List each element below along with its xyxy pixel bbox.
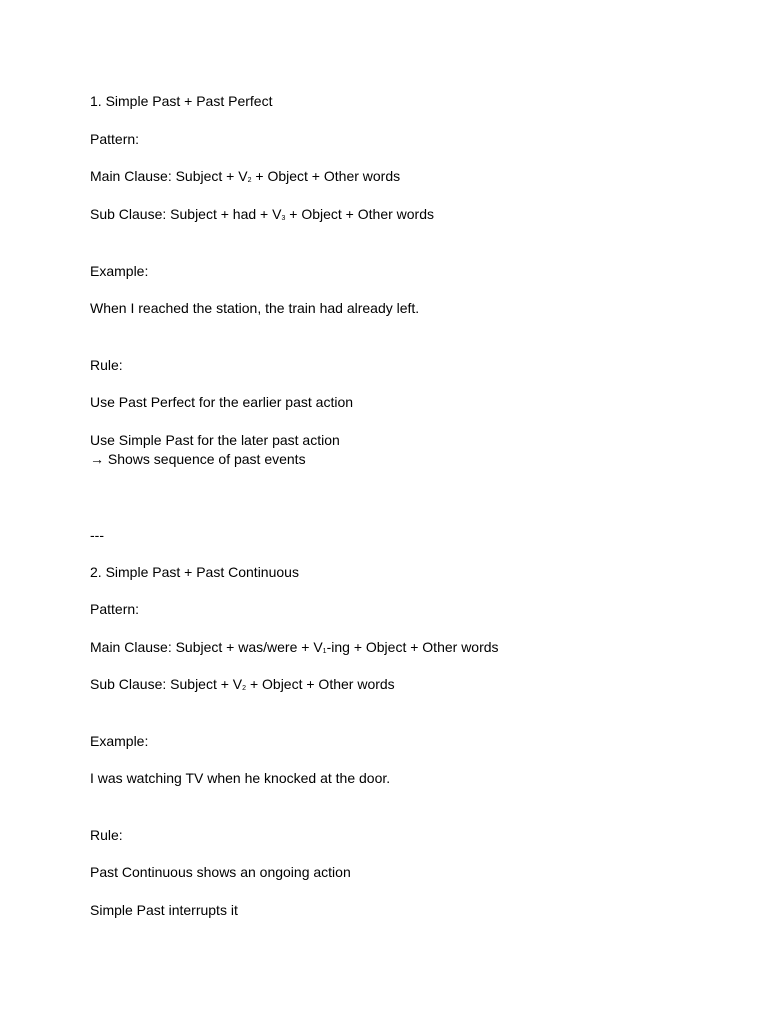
section-1-example-text: When I reached the station, the train had already left. — [90, 300, 420, 316]
section-1-rule-item: Use Past Perfect for the earlier past action — [90, 394, 354, 410]
section-2-main-clause: Main Clause: Subject + was/were + $V_1$-ing + Object + Other words — [90, 639, 499, 655]
section-2-sub-clause: Sub Clause: Subject + $V_2$ + Object + Other words — [90, 676, 395, 692]
separator: --- — [90, 527, 104, 543]
section-1-rule-label: Rule: — [90, 357, 123, 373]
section-2-rule-label: Rule: — [90, 827, 123, 843]
section-1-pattern-label: Pattern: — [90, 131, 140, 147]
section-2-pattern-label: Pattern: — [90, 601, 140, 617]
section-1-main-clause: Main Clause: Subject + $V_2$ + Object + Other words — [90, 168, 401, 184]
section-2-heading: 2. Simple Past + Past Continuous — [90, 564, 299, 580]
section-2-rule-item: Past Continuous shows an ongoing action — [90, 864, 351, 880]
section-1-rule-item: → Shows sequence of past events — [90, 451, 306, 467]
section-1-example-label: Example: — [90, 263, 149, 279]
section-2-rule-item: Simple Past interrupts it — [90, 902, 238, 918]
section-1-rule-item: Use Simple Past for the later past action — [90, 432, 340, 448]
section-1-sub-clause: Sub Clause: Subject + had + $V_3$ + Object + Other words — [90, 206, 434, 222]
section-2-example-label: Example: — [90, 733, 149, 749]
section-2-example-text: I was watching TV when he knocked at the door. — [90, 770, 391, 786]
section-1-heading: 1. Simple Past + Past Perfect — [90, 93, 273, 109]
